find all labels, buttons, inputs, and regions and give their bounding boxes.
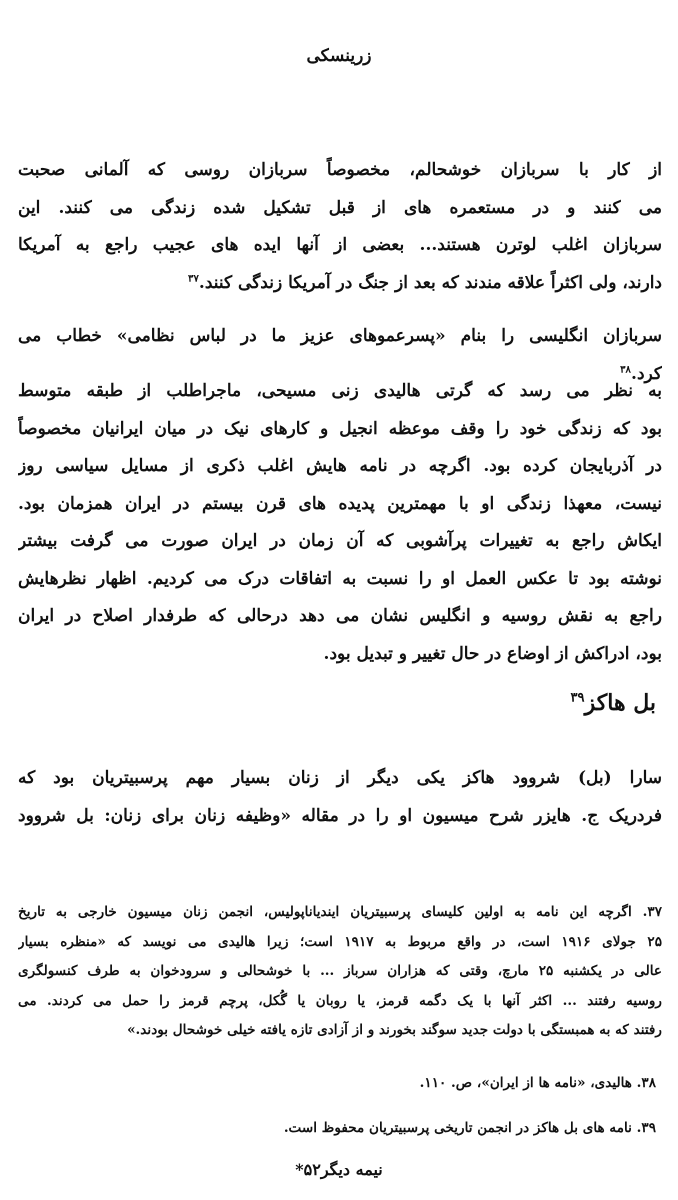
text-line [18, 265, 662, 303]
paragraph-3 [18, 373, 662, 673]
section-title [570, 690, 656, 716]
text-line: به نظر می رسد که گرتی هالیدی زنی مسیحی، ماجراطلب از طبقه متوسط [18, 381, 662, 401]
text-line-content: دارند، ولی اکثراً علاقه مندند که بعد از جنگ در آمریکا زندگی کنند. [198, 272, 662, 293]
section-title-text: بل هاکز [584, 690, 656, 716]
text-line: نوشته بود تا عکس العمل او را نسبت به اتفاقات درک می کردیم. اظهار نظرهایش [18, 568, 662, 589]
page-footer: نیمه دیگر۵۲* [295, 1160, 383, 1179]
text-line: سربازان اغلب لوترن هستند... بعضی از آنها ایده های عجیب راجع به آمریکا [18, 235, 662, 255]
text-line: بود، ادراکش از اوضاع در حال تغییر و تبدیل بود. [323, 643, 662, 664]
text-line: راجع به نقش روسیه و انگلیس نشان می دهد درحالی که طرفدار اصلاح در ایران [18, 606, 662, 626]
text-line: می کنند و در مستعمره های از قبل تشکیل شده زندگی می کنند. این [18, 197, 662, 218]
footnote-ref-37: ۳۷ [187, 271, 199, 284]
text-line: سارا (بل) شروود هاکز یکی دیگر از زنان بسیار مهم پرسبیتریان بود که [18, 768, 662, 788]
text-line-content: کرد. [631, 363, 662, 384]
paragraph-4 [18, 760, 662, 835]
footnote-ref-38: ۳۸ [620, 362, 632, 375]
footnote-39: ۳۹. نامه های بل هاکز در انجمن تاریخی پرسبیتریان محفوظ است. [283, 1120, 656, 1136]
text-line: سربازان انگلیسی را بنام «پسرعموهای عزیز ما در لباس نظامی» خطاب می [18, 326, 662, 346]
footnote-line: روسیه رفتند ... اکثر آنها با یک دگمه قرمز، یا روبان یا گُکل، پرچم قرمز را حمل می کردند. می [18, 992, 662, 1009]
running-header: زرینسکی [306, 46, 372, 66]
paragraph-1 [18, 152, 662, 302]
footnote-line: ۲۵ جولای ۱۹۱۶ است، در واقع مربوط به ۱۹۱۷ است؛ زیرا هالیدی می نویسد که «منظره بسیار [18, 933, 662, 950]
footnote-line: عالی در یکشنبه ۲۵ مارچ، وقتی که هزاران سرباز ... با خوشحالی و سرودخوان به طرف کنسولگری [18, 963, 662, 979]
text-line: در آذربایجان کرده بود. اگرچه در نامه هایش اغلب ذکری از مسایل سیاسی روز [18, 456, 662, 476]
footnote-ref-39: ۳۹ [570, 690, 585, 706]
footnote-37 [18, 898, 662, 1046]
text-line: بود که زندگی خود را وقف موعظه انجیل و کارهای نیک در میان ایرانیان مخصوصاً [18, 418, 662, 439]
footnote-line: رفتند که به همبستگی با دولت جدید سوگند بخورند و از آزادی تازه یافته خیلی خوشحال بودند.» [127, 1022, 662, 1038]
footnote-38: ۳۸. هالیدی، «نامه ها از ایران»، ص. ۱۱۰. [419, 1075, 656, 1091]
text-line: نیست، معهذا زندگی او با مهمترین پدیده های قرن بیستم در ایران همزمان بود. [18, 493, 662, 514]
text-line: فردریک ج. هایزر شرح میسیون او را در مقاله «وظیفه زنان برای زنان: بل شروود [18, 805, 662, 826]
text-line: ایکاش راجع به تغییرات پرآشوبی که آن زمان در ایران صورت می گرفت بیشتر [18, 531, 662, 551]
footnote-line: ۳۷. اگرچه این نامه به اولین کلیسای پرسبیتریان ایندیاناپولیس، انجمن زنان میسیون خارجی به تاریخ [18, 904, 662, 920]
text-line: از کار با سربازان خوشحالم، مخصوصاً سربازان روسی که آلمانی صحبت [18, 160, 662, 180]
